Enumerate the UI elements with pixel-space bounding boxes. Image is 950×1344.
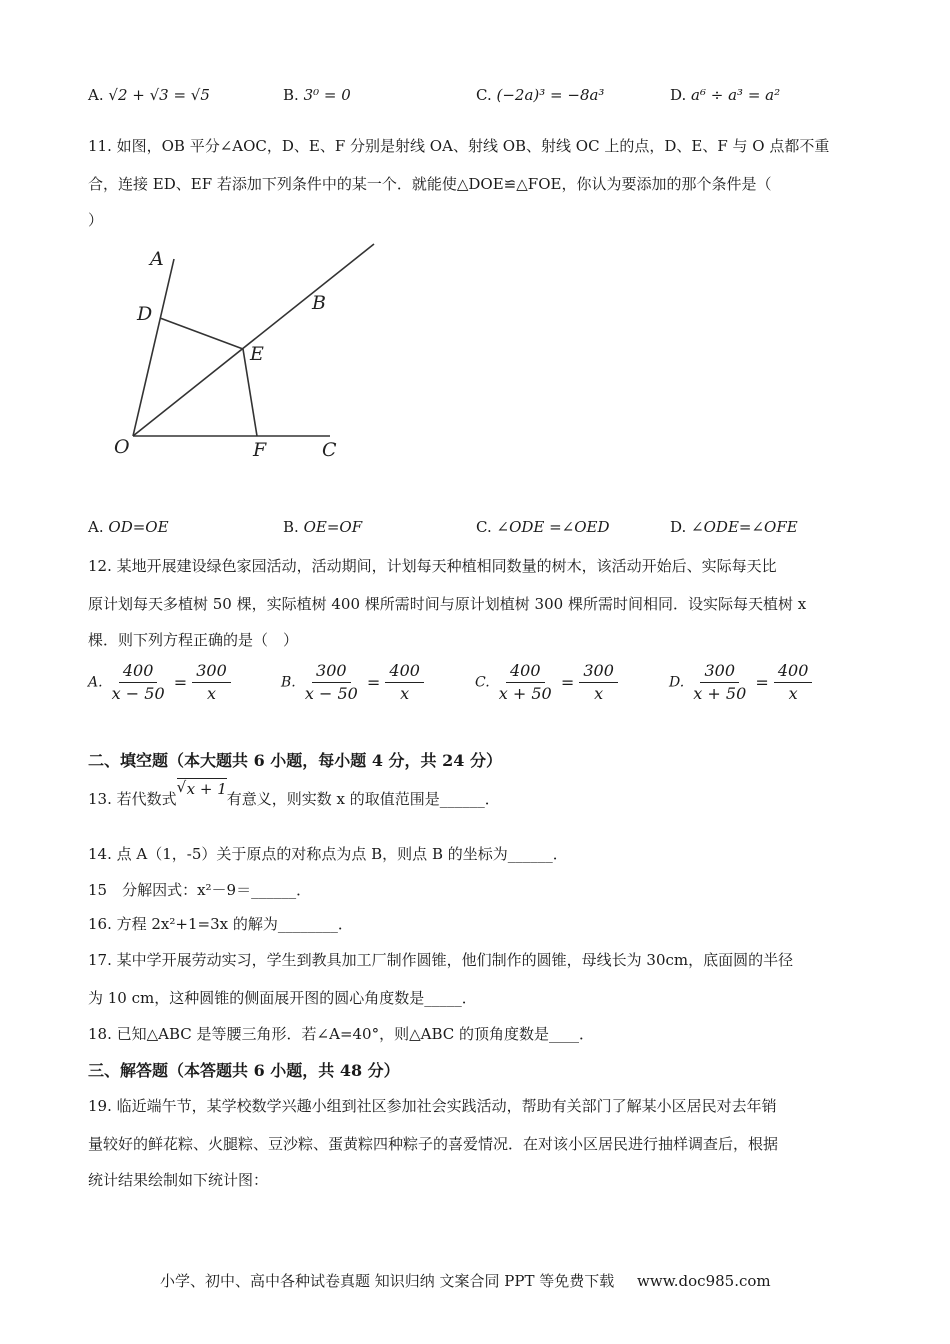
- q11-option-b: B. OE=OF: [283, 518, 363, 536]
- q16: 16. 方程 2x²+1=3x 的解为________．: [88, 915, 353, 933]
- q11-line-3: ）: [88, 211, 104, 229]
- q12-option-c: C. $\frac{400}{x + 50}$ = $\frac{300}{x}$: [475, 660, 618, 705]
- fraction: $\frac{300}{x}$: [579, 660, 618, 705]
- q11-geometry-figure: [100, 236, 400, 471]
- q11-option-c: C. ∠ODE =∠OED: [476, 518, 610, 536]
- q11-line-1: 11. 如图，OB 平分∠AOC，D、E、F 分别是射线 OA、射线 OB、射线 OC 上的点，D、E、F 与 O 点都不重: [88, 137, 830, 155]
- q19-line-2: 量较好的鲜花粽、火腿粽、豆沙粽、蛋黄粽四种粽子的喜爱情况．在对该小区居民进行抽样调查后，根据: [88, 1135, 779, 1153]
- q12-options: [88, 660, 868, 716]
- fraction: $\frac{400}{x + 50}$: [498, 661, 552, 703]
- q18: 18. 已知△ABC 是等腰三角形．若∠A=40°，则△ABC 的顶角度数是____．: [88, 1025, 595, 1043]
- q17-line-2: 为 10 cm，这种圆锥的侧面展开图的圆心角度数是_____．: [88, 989, 477, 1007]
- q17-line-1: 17. 某中学开展劳动实习，学生到教具加工厂制作圆锥，他们制作的圆锥，母线长为 30cm，底面圆的半径: [88, 951, 794, 969]
- ray-ob: [133, 244, 374, 436]
- sqrt-expression: √ x + 1: [176, 778, 227, 798]
- label-b: B: [312, 292, 326, 314]
- q11-options: [88, 518, 868, 542]
- q12-option-a: A. $\frac{400}{x - 50}$ = $\frac{300}{x}$: [88, 660, 231, 705]
- q10-options: [88, 86, 868, 110]
- q11-line-2: 合，连接 ED、EF 若添加下列条件中的某一个．就能使△DOE≌△FOE，你认为要添加的那个条件是（: [88, 175, 772, 193]
- fraction: $\frac{400}{x}$: [774, 660, 813, 705]
- q12-option-d: D. $\frac{300}{x + 50}$ = $\frac{400}{x}$: [669, 660, 812, 705]
- q10-option-a: A. √2 + √3 = √5: [88, 86, 210, 104]
- fraction: $\frac{300}{x}$: [192, 660, 231, 705]
- ray-oa: [133, 259, 174, 436]
- q19-line-1: 19. 临近端午节，某学校数学兴趣小组到社区参加社会实践活动，帮助有关部门了解某小区居民对去年销: [88, 1097, 777, 1115]
- q11-option-d: D. ∠ODE=∠OFE: [670, 518, 798, 536]
- section-2-heading: 二、填空题（本大题共 6 小题，每小题 4 分，共 24 分）: [88, 751, 502, 770]
- q14: 14. 点 A（1，-5）关于原点的对称点为点 B，则点 B 的坐标为______．: [88, 845, 568, 863]
- q15: 15 分解因式：x²－9＝______．: [88, 881, 312, 899]
- label-o: O: [114, 436, 130, 458]
- q10-option-d: D. a⁶ ÷ a³ = a²: [670, 86, 781, 104]
- section-3-heading: 三、解答题（本答题共 6 小题，共 48 分）: [88, 1061, 400, 1080]
- label-e: E: [250, 343, 264, 365]
- q19-line-3: 统计结果绘制如下统计图：: [88, 1171, 269, 1189]
- q12-line-2: 原计划每天多植树 50 棵，实际植树 400 棵所需时间与原计划植树 300 棵所需时间相同．设实际每天植树 x: [88, 595, 807, 613]
- q12-line-3: 棵．则下列方程正确的是（ ）: [88, 631, 299, 649]
- fraction: $\frac{300}{x - 50}$: [304, 661, 358, 703]
- page-footer: [160, 1270, 771, 1291]
- fraction: $\frac{300}{x + 50}$: [693, 661, 747, 703]
- label-d: D: [137, 303, 153, 325]
- fraction: $\frac{400}{x}$: [385, 660, 424, 705]
- q13: 13. 若代数式 √ x + 1有意义，则实数 x 的取值范围是______．: [88, 778, 500, 808]
- segment-de: [160, 318, 243, 349]
- label-f: F: [253, 439, 267, 461]
- label-c: C: [322, 439, 337, 461]
- footer-url[interactable]: www.doc985.com: [637, 1272, 771, 1290]
- q10-option-b: B. 3⁰ = 0: [283, 86, 351, 104]
- label-a: A: [150, 248, 164, 270]
- q12-option-b: B. $\frac{300}{x - 50}$ = $\frac{400}{x}$: [281, 660, 424, 705]
- footer-text: 小学、初中、高中各种试卷真题 知识归纳 文案合同 PPT 等免费下载: [160, 1272, 615, 1290]
- q11-option-a: A. OD=OE: [88, 518, 169, 536]
- fraction: $\frac{400}{x - 50}$: [111, 661, 165, 703]
- q12-line-1: 12. 某地开展建设绿色家园活动，活动期间，计划每天种植相同数量的树木，该活动开始后、实际每天比: [88, 557, 777, 575]
- q10-option-c: C. (−2a)³ = −8a³: [476, 86, 605, 104]
